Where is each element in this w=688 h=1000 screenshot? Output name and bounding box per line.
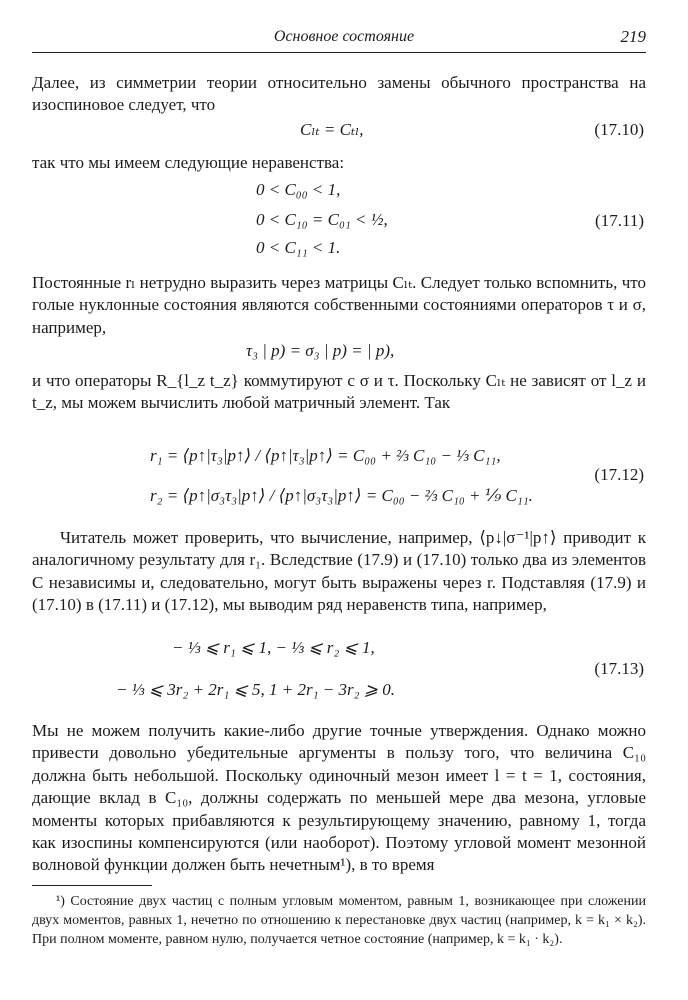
paragraph-5: Читатель может проверить, что вычисление, например, ⟨p↓|σ⁻¹|p↑⟩ приводит к аналогичному результату для r₁. Вследствие (17.9) и (17.10) только два из элементов C независимы и, следовательно, могут быть выражены через r. Подставляя (17.9) и (17.10) в (17.11) и (17.12), мы выводим ряд неравенств типа, например, [32,528,646,615]
equation-eigenstate: τ₃ | p) = σ₃ | p) = | p), [246,341,395,360]
equation-number-17-13: (17.13) [594,659,644,678]
page-number: 219 [620,27,646,46]
paragraph-2: так что мы имеем следующие неравенства: [32,153,345,172]
running-header-title: Основное состояние [273,28,415,45]
equation-number-17-12: (17.12) [594,465,644,484]
equation-17-11-line-1: 0 < C₀₀ < 1, [256,180,341,199]
equation-17-13-line-2: − ⅓ ⩽ 3r₂ + 2r₁ ⩽ 5, 1 + 2r₁ − 3r₂ ⩾ 0. [116,680,395,699]
equation-17-11-line-3: 0 < C₁₁ < 1. [256,238,341,257]
paragraph-3: Постоянные rₗ нетрудно выразить через матрицы Cₗₜ. Следует только вспомнить, что голые нуклонные состояния являются собственными состояниями операторов τ и σ, например, [32,273,646,337]
equation-17-12-line-2: r₂ = ⟨p↑|σ₃τ₃|p↑⟩ / ⟨p↑|σ₃τ₃|p↑⟩ = C₀₀ − ⅔ C₁₀ + ⅑ C₁₁. [150,486,533,505]
paragraph-1: Далее, из симметрии теории относительно замены обычного пространства на изоспиновое следует, что [32,73,646,115]
equation-17-11-line-2: 0 < C₁₀ = C₀₁ < ½, [256,210,388,229]
footnote: ¹) Состояние двух частиц с полным угловым моментом, равным 1, возникающее при сложении двух моментов, равных 1, нечетно по отношению к перестановке двух частиц (например, k = k₁ × k₂). При полном моменте, равном нулю, получается четное состояние (например, k = k₁ · k₂). [32,894,646,947]
header-rule [32,52,646,53]
equation-number-17-10: (17.10) [594,120,644,139]
paragraph-6: Мы не можем получить какие-либо другие точные утверждения. Однако можно привести довольно убедительные аргументы в пользу того, что величина C₁₀ должна быть небольшой. Поскольку одиночный мезон имеет l = t = 1, состояния, дающие вклад в C₁₀, должны содержать по меньшей мере два мезона, угловые моменты которых прибавляются к результирующему значению, равному 1, тогда как изоспины компенсируются (или наоборот). Поэтому угловой момент мезонной волновой функции должен быть нечетным¹), в то время [32,721,646,875]
equation-17-10: Cₗₜ = Cₜₗ, [300,120,364,139]
footnote-rule [32,885,152,886]
equation-number-17-11: (17.11) [595,211,644,230]
equation-17-13-line-1: − ⅓ ⩽ r₁ ⩽ 1, − ⅓ ⩽ r₂ ⩽ 1, [172,638,375,657]
paragraph-4: и что операторы R_{l_z t_z} коммутируют с σ и τ. Поскольку Cₗₜ не зависят от l_z и t_z, мы можем вычислить любой матричный элемент. Так [32,371,646,413]
equation-17-12-line-1: r₁ = ⟨p↑|τ₃|p↑⟩ / ⟨p↑|τ₃|p↑⟩ = C₀₀ + ⅔ C₁₀ − ⅓ C₁₁, [150,446,501,465]
